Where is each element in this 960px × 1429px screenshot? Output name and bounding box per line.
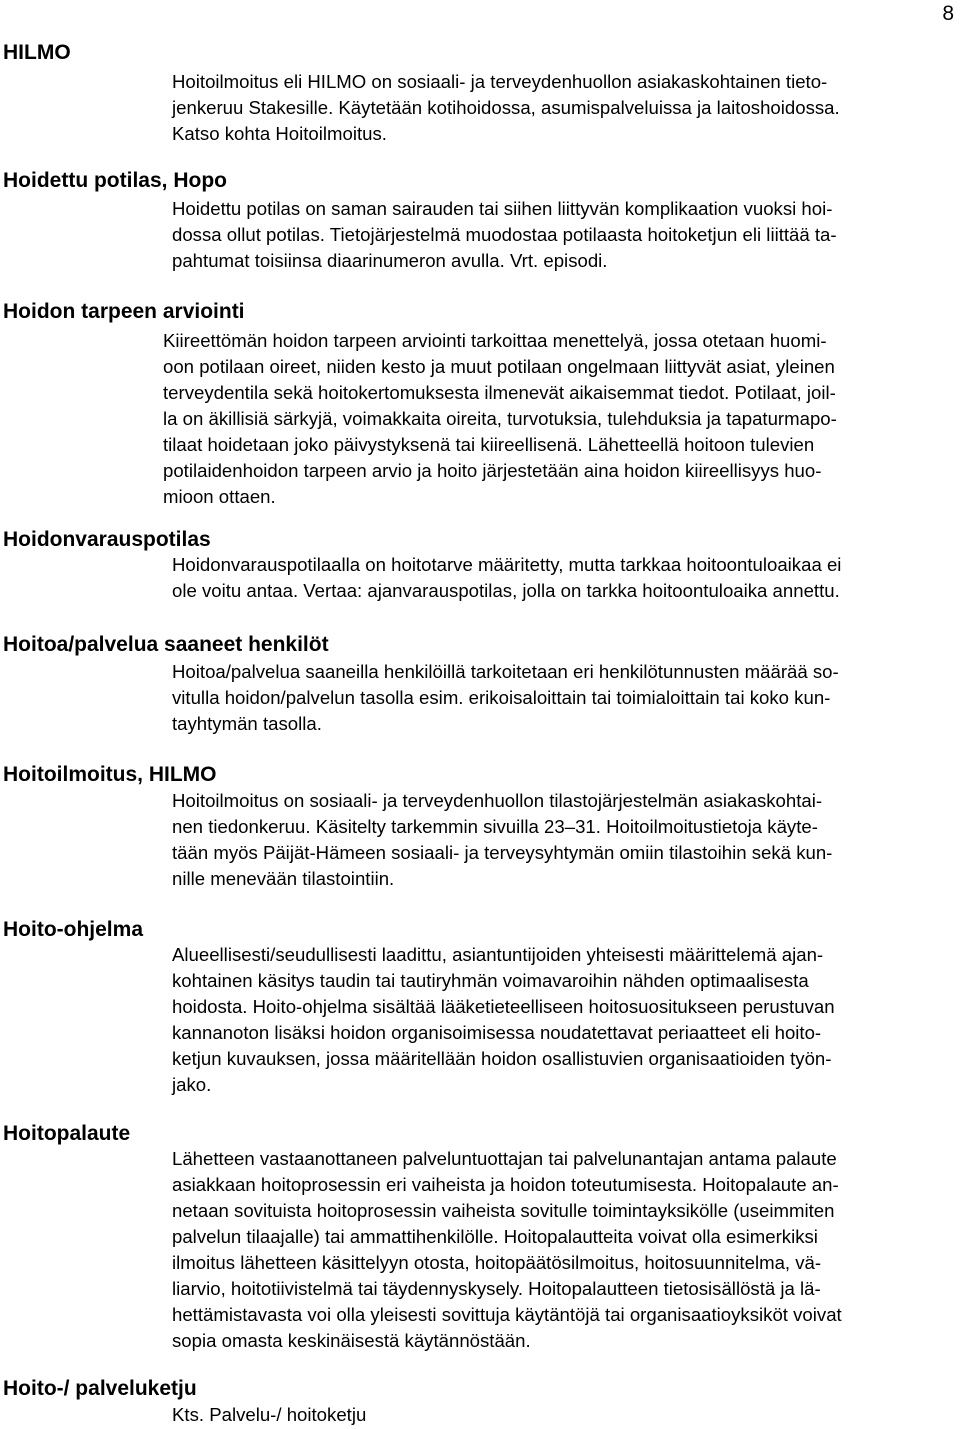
definition-line: tilaat hoidetaan joko päivystyksenä tai kiireellisenä. Lähetteellä hoitoon tulevien	[163, 434, 815, 455]
definition-line: mioon ottaen.	[163, 486, 276, 507]
glossary-term: Hoitoa/palvelua saaneet henkilöt	[3, 633, 329, 656]
glossary-term: Hoidonvarauspotilas	[3, 528, 211, 551]
definition-line: Hoitoilmoitus eli HILMO on sosiaali- ja terveydenhuollon asiakaskohtainen tieto-	[172, 71, 828, 92]
definition-line: hettämistavasta voi olla yleisesti sovittuja käytäntöjä tai organisaatioyksiköt voivat	[172, 1304, 842, 1325]
definition-line: Hoitoa/palvelua saaneilla henkilöillä tarkoitetaan eri henkilötunnusten määrää so-	[172, 661, 839, 682]
definition-line: ilmoitus lähetteen käsittelyyn otosta, hoitopäätösilmoitus, hoitosuunnitelma, vä-	[172, 1252, 822, 1273]
glossary-definition	[172, 552, 956, 604]
definition-line: terveydentila sekä hoitokertomuksesta ilmenevät aikaisemmat tiedot. Potilaat, joil-	[163, 382, 836, 403]
definition-line: ketjun kuvauksen, jossa määritellään hoidon osallistuvien organisaatioiden työn-	[172, 1048, 832, 1069]
definition-line: vitulla hoidon/palvelun tasolla esim. erikoisaloittain tai toimialoittain tai koko kun-	[172, 687, 831, 708]
glossary-definition	[172, 1146, 956, 1354]
definition-line: netaan sovituista hoitoprosessin vaiheista sovitulle toimintayksikölle (useimmiten	[172, 1200, 835, 1221]
definition-line: asiakkaan hoitoprosessin eri vaiheista ja hoidon toteutumisesta. Hoitopalaute an-	[172, 1174, 839, 1195]
glossary-definition	[172, 659, 956, 737]
definition-line: nen tiedonkeruu. Käsitelty tarkemmin sivuilla 23–31. Hoitoilmoitustietoja käyte-	[172, 816, 818, 837]
page-number: 8	[942, 2, 954, 25]
definition-line: hoidosta. Hoito-ohjelma sisältää lääketieteelliseen hoitosuositukseen perustuvan	[172, 996, 835, 1017]
glossary-definition	[172, 788, 956, 892]
definition-line: sopia omasta keskinäisestä käytännöstään.	[172, 1330, 531, 1351]
glossary-definition	[163, 328, 956, 510]
definition-line: dossa ollut potilas. Tietojärjestelmä muodostaa potilaasta hoitoketjun eli liittää ta-	[172, 224, 837, 245]
definition-line: Hoidettu potilas on saman sairauden tai siihen liittyvän komplikaation vuoksi hoi-	[172, 198, 833, 219]
definition-line: Kiireettömän hoidon tarpeen arviointi tarkoittaa menettelyä, jossa otetaan huomi-	[163, 330, 827, 351]
definition-line: la on äkillisiä särkyjä, voimakkaita oireita, turvotuksia, tulehduksia ja tapaturmapo-	[163, 408, 837, 429]
definition-line: Katso kohta Hoitoilmoitus.	[172, 123, 387, 144]
definition-line: potilaidenhoidon tarpeen arvio ja hoito järjestetään aina hoidon kiireellisyys huo-	[163, 460, 822, 481]
glossary-term: Hoidon tarpeen arviointi	[3, 300, 245, 323]
glossary-term: Hoito-/ palveluketju	[3, 1377, 197, 1400]
definition-line: kannanoton lisäksi hoidon organisoimisessa noudatettavat periaatteet eli hoito-	[172, 1022, 822, 1043]
glossary-definition	[172, 196, 956, 274]
definition-line: jako.	[172, 1074, 212, 1095]
definition-line: liarvio, hoitotiivistelmä tai täydennyskysely. Hoitopalautteen tietosisällöstä ja lä-	[172, 1278, 821, 1299]
definition-line: ole voitu antaa. Vertaa: ajanvarauspotilas, jolla on tarkka hoitoontuloaika annettu.	[172, 580, 840, 601]
definition-line: palvelun tilaajalle) tai ammattihenkilölle. Hoitopalautteita voivat olla esimerkiksi	[172, 1226, 818, 1247]
glossary-definition	[172, 942, 956, 1098]
glossary-term: Hoidettu potilas, Hopo	[3, 169, 227, 192]
definition-line: jenkeruu Stakesille. Käytetään kotihoidossa, asumispalveluissa ja laitoshoidossa.	[172, 97, 840, 118]
glossary-definition	[172, 69, 956, 147]
definition-line: tään myös Päijät-Hämeen sosiaali- ja terveysyhtymän omiin tilastoihin sekä kun-	[172, 842, 833, 863]
definition-line: kohtainen käsitys taudin tai tautiryhmän voimavaroihin nähden optimaalisesta	[172, 970, 809, 991]
definition-line: nille menevään tilastointiin.	[172, 868, 395, 889]
glossary-term: Hoito-ohjelma	[3, 918, 143, 941]
glossary-term: Hoitoilmoitus, HILMO	[3, 763, 217, 786]
definition-line: Alueellisesti/seudullisesti laadittu, asiantuntijoiden yhteisesti määrittelemä ajan-	[172, 944, 824, 965]
definition-line: Lähetteen vastaanottaneen palveluntuottajan tai palvelunantajan antama palaute	[172, 1148, 837, 1169]
definition-line: Hoitoilmoitus on sosiaali- ja terveydenhuollon tilastojärjestelmän asiakaskohtai-	[172, 790, 823, 811]
definition-line: Kts. Palvelu-/ hoitoketju	[172, 1404, 367, 1425]
glossary-term: HILMO	[3, 41, 71, 64]
definition-line: oon potilaan oireet, niiden kesto ja muut potilaan ongelmaan liittyvät asiat, yleinen	[163, 356, 835, 377]
definition-line: Hoidonvarauspotilaalla on hoitotarve määritetty, mutta tarkkaa hoitoontuloaikaa ei	[172, 554, 842, 575]
definition-line: tayhtymän tasolla.	[172, 713, 322, 734]
definition-line: pahtumat toisiinsa diaarinumeron avulla. Vrt. episodi.	[172, 250, 608, 271]
glossary-term: Hoitopalaute	[3, 1122, 131, 1145]
glossary-definition	[172, 1402, 956, 1428]
